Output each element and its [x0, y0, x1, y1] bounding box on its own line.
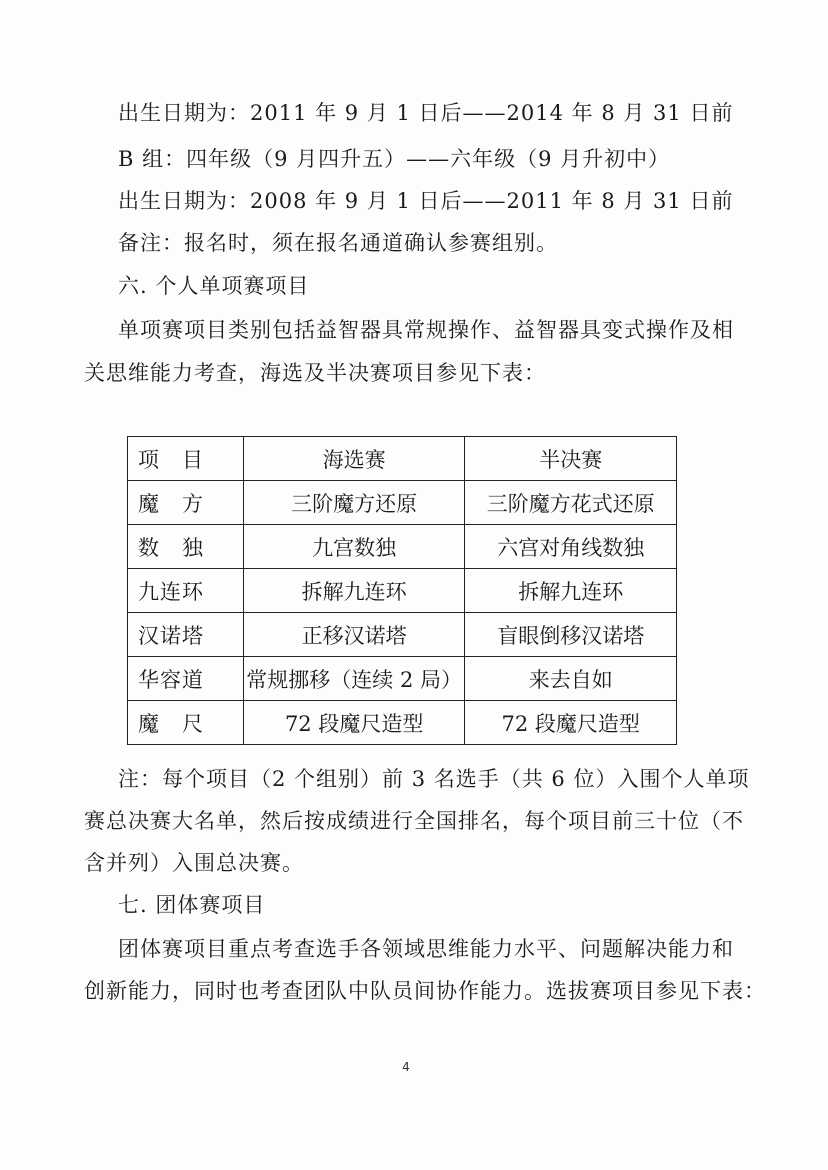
table-cell-semifinal: 拆解九连环 [465, 569, 677, 613]
table-row [128, 701, 677, 745]
table-cell-semifinal: 72 段魔尺造型 [465, 701, 677, 745]
table-row [128, 657, 677, 701]
table-cell-semifinal: 盲眼倒移汉诺塔 [465, 613, 677, 657]
items-table [127, 436, 677, 745]
note-line-1: 注：每个项目（2 个组别）前 3 名选手（共 6 位）入围个人单项 [118, 767, 750, 791]
header-cell-item: 项 目 [128, 437, 244, 481]
group-b-line: B 组：四年级（9 月四升五）——六年级（9 月升初中） [118, 147, 671, 171]
section-6-title: 六. 个人单项赛项目 [118, 274, 310, 298]
table-cell-audition: 三阶魔方还原 [243, 481, 465, 525]
section-6-body-line-1: 单项赛项目类别包括益智器具常规操作、益智器具变式操作及相 [118, 318, 734, 342]
table-cell-audition: 拆解九连环 [243, 569, 465, 613]
page-number: 4 [402, 1060, 410, 1074]
section-7-body-line-1: 团体赛项目重点考查选手各领域思维能力水平、问题解决能力和 [118, 937, 734, 961]
table-cell-audition: 72 段魔尺造型 [243, 701, 465, 745]
table-header-row [128, 437, 677, 481]
birth-range-a: 出生日期为：2011 年 9 月 1 日后——2014 年 8 月 31 日前 [118, 101, 734, 125]
birth-range-b: 出生日期为：2008 年 9 月 1 日后——2011 年 8 月 31 日前 [118, 189, 734, 213]
section-7-body-line-2: 创新能力，同时也考查团队中队员间协作能力。选拔赛项目参见下表： [84, 979, 766, 1003]
header-cell-semifinal: 半决赛 [465, 437, 677, 481]
table-cell-item: 魔 尺 [128, 701, 244, 745]
section-6-body-line-2: 关思维能力考查，海选及半决赛项目参见下表： [84, 361, 546, 385]
table-row [128, 525, 677, 569]
table-cell-semifinal: 来去自如 [465, 657, 677, 701]
table-cell-item: 九连环 [128, 569, 244, 613]
table-cell-item: 数 独 [128, 525, 244, 569]
table-row [128, 569, 677, 613]
table-row [128, 613, 677, 657]
table-cell-item: 魔 方 [128, 481, 244, 525]
table-cell-semifinal: 三阶魔方花式还原 [465, 481, 677, 525]
table-cell-audition: 正移汉诺塔 [243, 613, 465, 657]
table-cell-audition: 常规挪移（连续 2 局） [243, 657, 465, 701]
header-cell-audition: 海选赛 [243, 437, 465, 481]
table-row [128, 481, 677, 525]
table-cell-semifinal: 六宫对角线数独 [465, 525, 677, 569]
note-line-3: 含并列）入围总决赛。 [84, 851, 304, 875]
remark-line: 备注：报名时，须在报名通道确认参赛组别。 [118, 231, 558, 255]
note-line-2: 赛总决赛大名单，然后按成绩进行全国排名，每个项目前三十位（不 [84, 809, 744, 833]
table-cell-item: 汉诺塔 [128, 613, 244, 657]
table-cell-audition: 九宫数独 [243, 525, 465, 569]
table-cell-item: 华容道 [128, 657, 244, 701]
section-7-title: 七. 团体赛项目 [118, 893, 266, 917]
